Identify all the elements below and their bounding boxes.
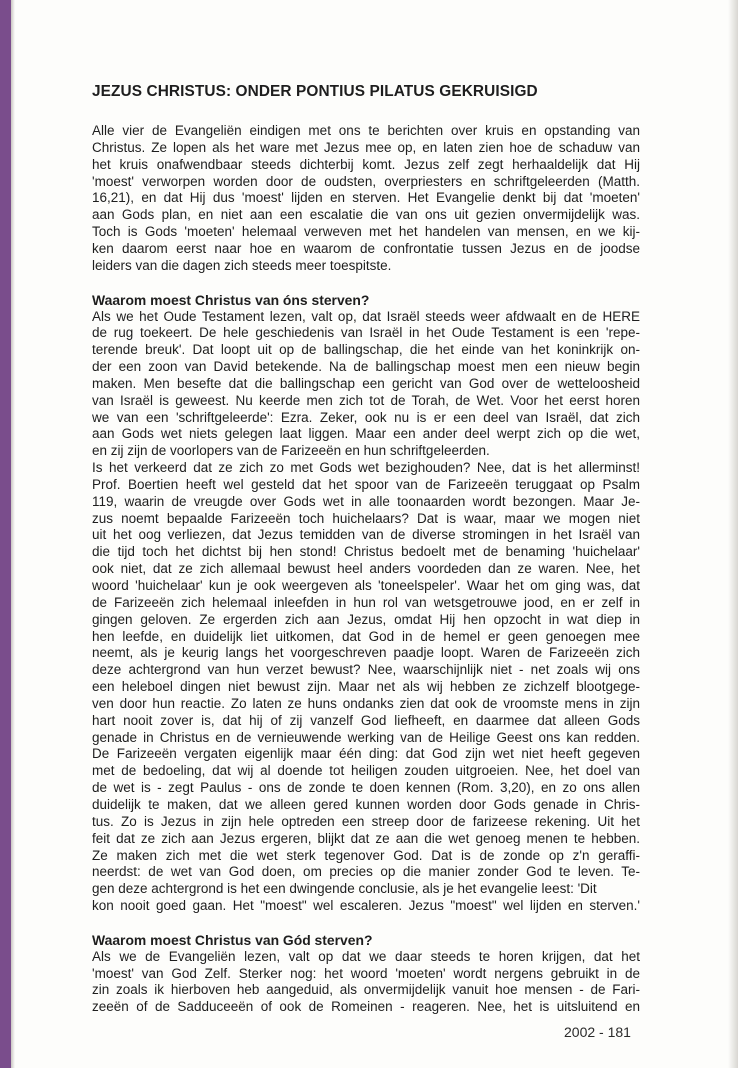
- text-line: gen deze achtergrond is het een dwingende conclusie, als je het evangelie leest: 'Dit: [92, 881, 597, 897]
- text-line: leiders van die dagen zich steeds meer toespitste.: [92, 257, 392, 273]
- text-line: Christus. Ze lopen als het ware met Jezus mee op, en laten zien hoe de schaduw van: [92, 139, 640, 155]
- section-heading-2: Waarom moest Christus van Gód sterven?: [92, 931, 373, 948]
- text-line: hen leefde, en duidelijk liet uitkomen, dat God in de hemel er geen genoegen mee: [92, 628, 640, 644]
- text-line: duidelijk te maken, dat we alleen gered kunnen worden door Gods genade in Chris-: [92, 796, 640, 812]
- section-body-2: [92, 949, 640, 1016]
- text-line: aan Gods wet niets gelegen laat liggen. Maar een ander deel werpt zich op die wet,: [92, 426, 640, 442]
- text-line: 16,21), en dat Hij dus 'moest' lijden en sterven. Het Evangelie denkt bij dat 'moeten': [92, 190, 640, 206]
- page-body: [92, 82, 640, 1016]
- text-line: ook niet, dat ze zich allemaal bewust heel anders voordeden dan ze waren. Nee, het: [92, 561, 640, 577]
- text-line: Prof. Boertien heeft wel gesteld dat het spoor van de Farizeeën teruggaat op Psalm: [92, 476, 640, 492]
- text-line: der een zoon van David betekende. Na de ballingschap moest men een nieuw begin: [92, 359, 640, 375]
- text-line: ken daarom eerst naar hoe en waarom de confrontatie tussen Jezus en de joodse: [92, 240, 640, 256]
- text-line: de wet is - zegt Paulus - ons de zonde te doen kennen (Rom. 3,20), en zo ons allen: [92, 780, 640, 796]
- page-number: 2002 - 181: [564, 1024, 631, 1040]
- text-line: terende breuk'. Dat loopt uit op de ballingschap, die het einde van het koninkrijk on-: [92, 342, 640, 358]
- page-title: JEZUS CHRISTUS: ONDER PONTIUS PILATUS GEKRUISIGD: [92, 83, 538, 100]
- text-line: een heleboel dingen niet bewust zijn. Maar net als wij hebben ze zichzelf blootgege-: [92, 679, 640, 695]
- section-body-1: [92, 309, 640, 915]
- text-line: kon nooit goed gaan. Het "moest" wel escaleren. Jezus "moest" wel lijden en sterven.': [92, 898, 640, 914]
- text-line: Is het verkeerd dat ze zich zo met Gods wet bezighouden? Nee, dat is het allerminst!: [92, 460, 640, 476]
- text-line: De Farizeeën vergaten eigenlijk maar één ding: dat God zijn wet niet heeft gegeven: [92, 746, 640, 762]
- text-line: Toch is Gods 'moeten' helemaal verweven met het handelen van mensen, en we kij-: [92, 224, 640, 240]
- binding-spine: [0, 0, 11, 1068]
- text-line: zus noemt bepaalde Farizeeën toch huichelaars? Dat is waar, maar we mogen niet: [92, 510, 640, 526]
- text-line: deze achtergrond van hun verzet bewust? Nee, waarschijnlijk niet - net zoals wij ons: [92, 662, 640, 678]
- text-line: de rug toekeert. De hele geschiedenis van Israël in het Oude Testament is een 'repe-: [92, 325, 640, 341]
- text-line: Als we de Evangeliën lezen, valt op dat we daar steeds te horen krijgen, dat het: [92, 948, 640, 964]
- text-line: feit dat ze zich aan Jezus ergeren, blijkt dat ze aan die wet genoeg menen te hebben.: [92, 830, 640, 846]
- text-line: neemt, als je keurig langs het voorgeschreven paadje loopt. Waren de Farizeeën zich: [92, 645, 640, 661]
- text-line: woord 'huichelaar' kun je ook weergeven als 'toneelspeler'. Waar het om ging was, dat: [92, 578, 640, 593]
- text-line: tus. Zo is Jezus in zijn hele optreden een streep door de farizeese rekening. Uit het: [92, 813, 640, 829]
- text-line: Als we het Oude Testament lezen, valt op, dat Israël steeds weer afdwaalt en de HERE: [92, 308, 640, 324]
- text-line: Alle vier de Evangeliën eindigen met ons te berichten over kruis en opstanding van: [92, 123, 640, 138]
- text-line: uit het oog verliezen, dat Jezus temidden van de diverse stromingen in het Israël van: [92, 527, 640, 543]
- page-edge: [728, 0, 738, 1068]
- text-line: en zij zijn de voorlopers van de Farizeeën en hun schriftgeleerden.: [92, 443, 490, 459]
- text-line: die tijd toch het dichtst bij hen stond! Christus bedoelt met de benaming 'huichelaar': [92, 544, 640, 560]
- text-line: 'moest' verworpen worden door de oudsten, overpriesters en schriftgeleerden (Matth.: [92, 173, 640, 189]
- text-line: ven door hun reactie. Zo laten ze huns ondanks zien dat ook de vroomste mens in zijn: [92, 695, 640, 711]
- text-line: zeeën of de Sadduceeën of ook de Romeinen - reageren. Nee, het is uitsluitend en: [92, 999, 640, 1015]
- text-line: de Farizeeën zich helemaal inleefden in hun rol van wetsgetrouwe jood, en er zelf in: [92, 594, 640, 610]
- text-line: maken. Men besefte dat die ballingschap een gericht van God over de wetteloosheid: [92, 375, 640, 391]
- text-line: we van een 'schriftgeleerde': Ezra. Zeker, ook nu is er een deel van Israël, dat zich: [92, 409, 640, 425]
- text-line: het kruis onafwendbaar steeds dichterbij komt. Jezus zelf zegt herhaaldelijk dat Hij: [92, 156, 640, 172]
- binding-shadow: [11, 0, 15, 1068]
- text-line: 'moest' van God Zelf. Sterker nog: het woord 'moeten' wordt nergens gebruikt in de: [92, 965, 640, 981]
- text-line: 119, waarin de vreugde over Gods wet in alle toonaarden wordt bezongen. Maar Je-: [92, 493, 640, 509]
- text-line: neerdst: de wet van God doen, om precies op die manier zonder God te leven. Te-: [92, 864, 640, 880]
- text-line: aan Gods plan, en niet aan een escalatie die van ons uit gezien onvermijdelijk was.: [92, 207, 640, 223]
- text-line: Ze maken zich met die wet sterk tegenover God. Dat is de zonde op z'n geraffi-: [92, 847, 640, 863]
- text-line: gingen geloven. Ze ergerden zich aan Jezus, omdat Hij hen opzocht in wat diep in: [92, 611, 640, 627]
- intro-paragraph: [92, 123, 640, 275]
- text-line: hart nooit zover is, dat hij of zij vanzelf God liefheeft, en daarmee dat alleen Gods: [92, 712, 640, 728]
- text-line: zin zoals ik hierboven heb aangeduid, als onvermijdelijk vanuit hoe mensen - de Fari-: [92, 982, 640, 998]
- text-line: van Israël is geweest. Nu keerde men zich tot de Torah, de Wet. Voor het eerst horen: [92, 392, 640, 408]
- text-line: genade in Christus en de vernieuwende werking van de Heilige Geest ons kan redden.: [92, 729, 640, 745]
- section-heading-1: Waarom moest Christus van óns sterven?: [92, 291, 370, 308]
- text-line: met de bedoeling, dat wij al doende tot heiligen zouden uitgroeien. Nee, het doel van: [92, 763, 640, 779]
